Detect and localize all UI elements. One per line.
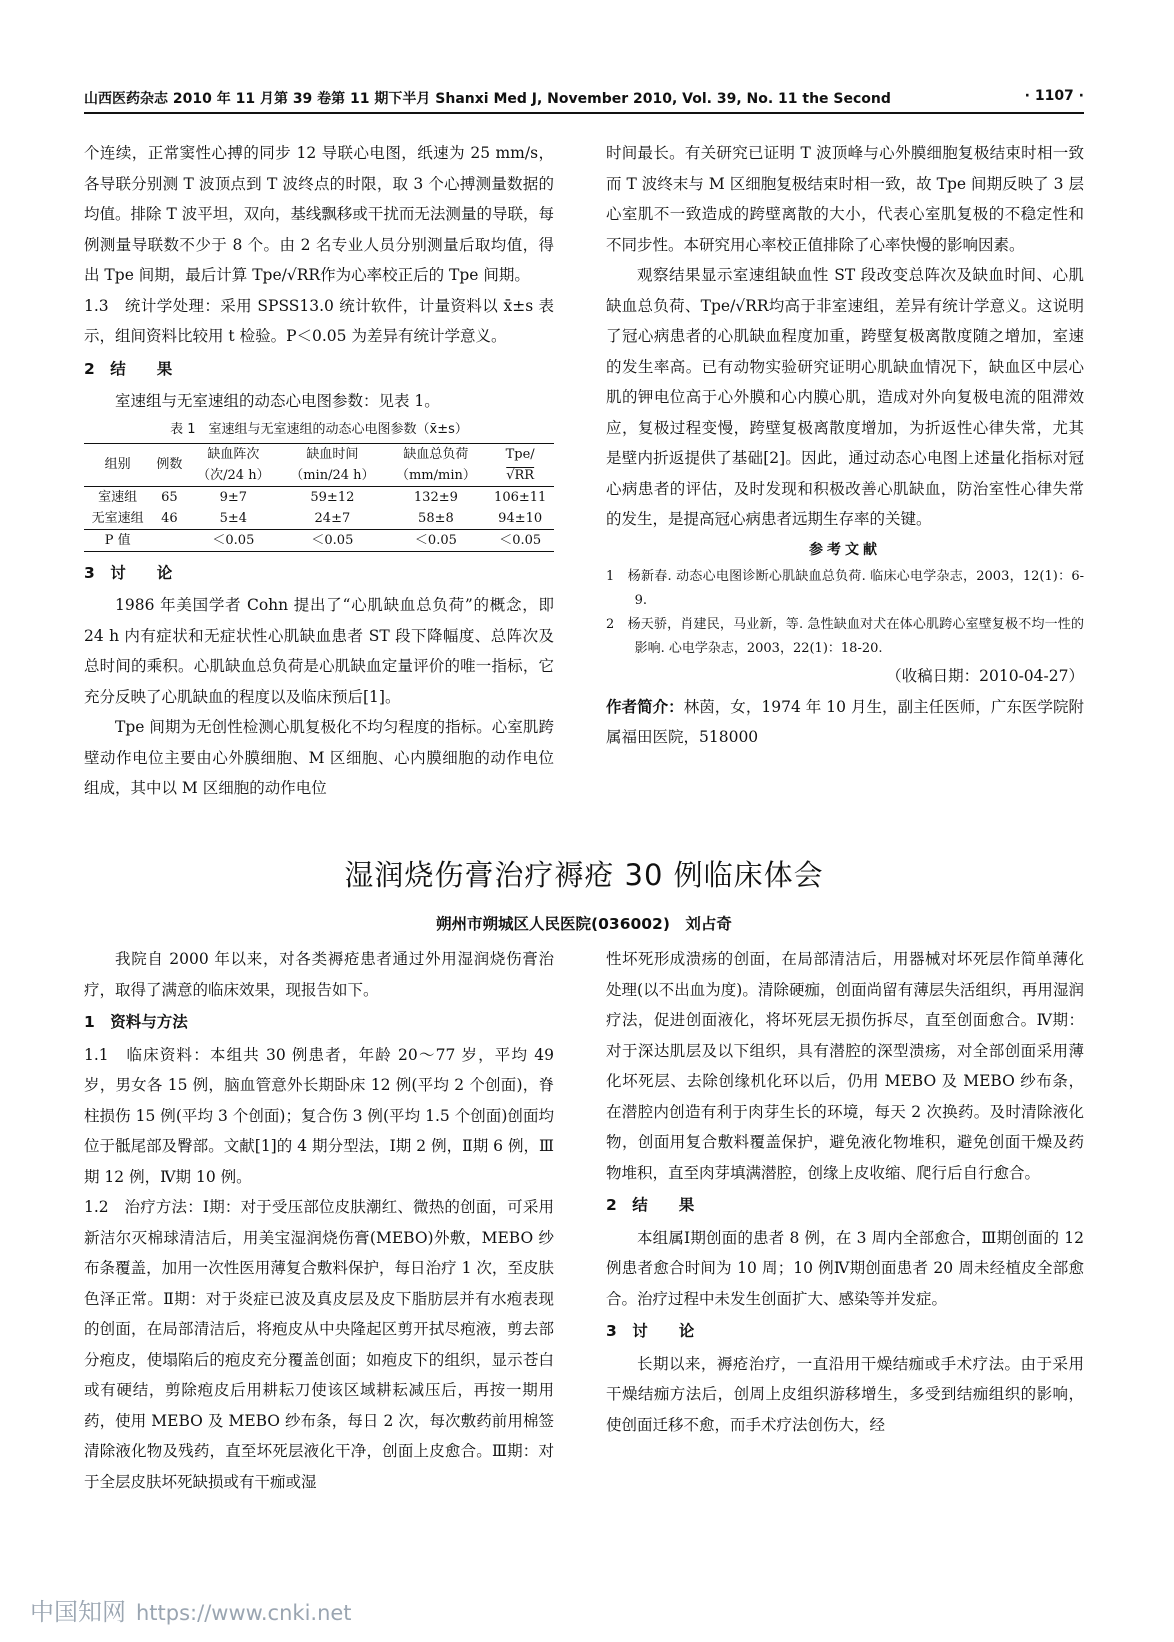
table-header-unit: √RR <box>486 465 554 487</box>
table-cell: 65 <box>161 489 178 505</box>
header-rule <box>84 112 1084 114</box>
author-bio <box>606 692 1084 753</box>
table-cell: 9±7 <box>219 489 248 505</box>
table-cell: 58±8 <box>418 510 454 526</box>
running-header <box>84 88 1084 108</box>
table-header-unit: （min/24 h） <box>279 465 385 487</box>
table-cell: 106±11 <box>494 489 547 505</box>
table-header-unit: （次/24 h） <box>187 465 279 487</box>
table-header: 缺血总负荷 <box>385 443 486 465</box>
section-heading-methods: 1 资料与方法 <box>84 1013 188 1031</box>
table-row <box>84 508 554 530</box>
cnki-watermark <box>30 1592 352 1627</box>
page-number: · 1107 · <box>1024 88 1084 104</box>
table-cell: 5±4 <box>219 510 248 526</box>
table-header-unit: （mm/min） <box>385 465 486 487</box>
table-row <box>84 486 554 508</box>
article-affiliation: 朔州市朔城区人民医院(036002) 刘占奇 <box>436 915 732 933</box>
table-header: Tpe/ <box>486 443 554 465</box>
author-label: 作者简介： <box>606 697 684 716</box>
table-cell: 94±10 <box>498 510 543 526</box>
section-heading-results: 2 结 果 <box>84 359 173 378</box>
table-cell: ＜0.05 <box>385 529 486 551</box>
header-journal: 山西医药杂志 2010 年 11 月第 39 卷第 11 期下半月 Shanxi Med J, November 2010, Vol. 39, No. 11 the Second <box>84 91 891 107</box>
paragraph: Tpe 间期为无创性检测心肌复极化不均匀程度的指标。心室肌跨壁动作电位主要由心外膜细胞、M 区细胞、心内膜细胞的动作电位组成，其中以 M 区细胞的动作电位 <box>84 718 554 797</box>
table-cell: 59±12 <box>310 489 355 505</box>
table-cell: 无室速组 <box>91 510 144 526</box>
received-date: （收稿日期：2010-04-27） <box>886 667 1084 685</box>
table-cell: ＜0.05 <box>486 529 554 551</box>
table-cell: 132±9 <box>413 489 458 505</box>
table-cell: ＜0.05 <box>187 529 279 551</box>
table-cell: P 值 <box>84 529 151 551</box>
article2-right-column <box>606 944 1084 1440</box>
author-text: 林茵，女，1974 年 10 月生，副主任医师，广东医学院附属福田医院，518000 <box>606 697 1084 746</box>
watermark-url: https://www.cnki.net <box>136 1601 352 1625</box>
reference-item: 1 杨新春. 动态心电图诊断心肌缺血总负荷. 临床心电学杂志，2003，12(1)：6-9. <box>606 569 1084 608</box>
paragraph: 长期以来，褥疮治疗，一直沿用干燥结痂或手术疗法。由于采用干燥结痂方法后，创周上皮组织游移增生，多受到结痂组织的影响，使创面迁移不愈，而手术疗法创伤大，经 <box>606 1354 1084 1434</box>
paragraph: 本组属Ⅰ期创面的患者 8 例，在 3 周内全部愈合，Ⅲ期创面的 12 例患者愈合时间为 10 周；10 例Ⅳ期创面患者 20 周未经植皮全部愈合。治疗过程中未发生创面扩大、感染等并发症。 <box>606 1228 1084 1308</box>
section-heading-results: 2 结 果 <box>606 1196 695 1214</box>
article-title: 湿润烧伤膏治疗褥疮 30 例临床体会 <box>344 858 824 892</box>
table-cell: 室速组 <box>98 489 138 505</box>
table-header-group: 组别 <box>84 443 151 486</box>
paragraph: 我院自 2000 年以来，对各类褥疮患者通过外用湿润烧伤膏治疗，取得了满意的临床效果，现报告如下。 <box>84 950 554 999</box>
references-heading: 参考文献 <box>809 541 881 558</box>
right-column <box>606 138 1084 753</box>
data-table <box>84 443 554 552</box>
watermark-logo-text: 中国知网 <box>30 1598 126 1626</box>
paragraph: 1986 年美国学者 Cohn 提出了“心肌缺血总负荷”的概念，即 24 h 内有症状和无症状性心肌缺血患者 ST 段下降幅度、总阵次及总时间的乘积。心肌缺血总负荷是心肌缺血定量评价的唯一指标，它充分反映了心肌缺血的程度以及临床预后[1]。 <box>84 596 554 706</box>
table-cell <box>151 529 187 551</box>
paragraph: 个连续，正常窦性心搏的同步 12 导联心电图，纸速为 25 mm/s，各导联分别测 T 波顶点到 T 波终点的时限，取 3 个心搏测量数据的均值。排除 T 波平坦，双向，基线飘移或干扰而无法测量的导联，每例测量导联数不少于 8 个。由 2 名专业人员分别测量后取均值，得出 Tpe 间期，最后计算 Tpe/√RR作为心率校正后的 Tpe 间期。 <box>84 144 554 284</box>
paragraph: 性坏死形成溃疡的创面，在局部清洁后，用器械对坏死层作简单薄化处理(以不出血为度)。清除硬痂，创面尚留有薄层失活组织，再用湿润疗法，促进创面液化，将坏死层无损伤拆尽，直至创面愈合。Ⅳ期：对于深达肌层及以下组织，具有潜腔的深型溃疡，对全部创面采用薄化坏死层、去除创缘机化环以后，仍用 MEBO 及 MEBO 纱布条，在潜腔内创造有利于肉芽生长的环境，每天 2 次换药。及时清除液化物，创面用复合敷料覆盖保护，避免液化物堆积，避免创面干燥及药物堆积，直至肉芽填满潜腔，创缘上皮收缩、爬行后自行愈合。 <box>606 950 1084 1182</box>
paragraph: 室速组与无室速组的动态心电图参数：见表 1。 <box>115 392 440 410</box>
paragraph: 时间最长。有关研究已证明 T 波顶峰与心外膜细胞复极结束时相一致而 T 波终末与 M 区细胞复极结束时相一致，故 Tpe 间期反映了 3 层心室肌不一致造成的跨壁离散的大小，代表心室肌复极的不稳定性和不同步性。本研究用心率校正值排除了心率快慢的影响因素。 <box>606 144 1084 254</box>
section-heading-discussion: 3 讨 论 <box>606 1322 695 1340</box>
paragraph: 1.1 临床资料：本组共 30 例患者，年龄 20～77 岁，平均 49 岁，男女各 15 例，脑血管意外长期卧床 12 例(平均 2 个创面)，脊柱损伤 15 例(平均 3 个创面)；复合伤 3 例(平均 1.5 个创面)创面均位于骶尾部及臀部。文献[1]的 4 期分型法，Ⅰ期 2 例，Ⅱ期 6 例，Ⅲ期 12 例，Ⅳ期 10 例。 <box>84 1045 554 1186</box>
table-header: 缺血阵次 <box>187 443 279 465</box>
reference-item: 2 杨天骄，肖建民，马业新，等. 急性缺血对犬在体心肌跨心室壁复极不均一性的影响. 心电学杂志，2003，22(1)：18-20. <box>606 617 1084 656</box>
table-caption: 表 1 室速组与无室速组的动态心电图参数（x̄±s） <box>170 421 468 437</box>
paragraph: 1.2 治疗方法：Ⅰ期：对于受压部位皮肤潮红、微热的创面，可采用新洁尔灭棉球清洁后，用美宝湿润烧伤膏(MEBO)外敷，MEBO 纱布条覆盖，加用一次性医用薄复合敷料保护，每日治疗 1 次，至皮肤色泽正常。Ⅱ期：对于炎症已波及真皮层及皮下脂肪层并有水疱表现的创面，在局部清洁后，将疱皮从中央隆起区剪开拭尽疱液，剪去部分疱皮，使塌陷后的疱皮充分覆盖创面；如疱皮下的组织，显示苍白或有硬结，剪除疱皮后用耕耘刀使该区域耕耘减压后，再按一期用药，使用 MEBO 及 MEBO 纱布条，每日 2 次，每次敷药前用棉签清除液化物及残药，直至坏死层液化干净，创面上皮愈合。Ⅲ期：对于全层皮肤坏死缺损或有干痂或湿 <box>84 1198 554 1491</box>
article2-left-column <box>84 944 554 1497</box>
paragraph-stats: 1.3 统计学处理：采用 SPSS13.0 统计软件，计量资料以 x̄±s 表示，组间资料比较用 t 检验。P＜0.05 为差异有统计学意义。 <box>84 296 554 345</box>
table-header-n: 例数 <box>151 443 187 486</box>
table-cell: 46 <box>161 510 178 526</box>
paragraph: 观察结果显示室速组缺血性 ST 段改变总阵次及缺血时间、心肌缺血总负荷、Tpe/√RR均高于非室速组，差异有统计学意义。这说明了冠心病患者的心肌缺血程度加重，跨壁复极离散度随之增加，室速的发生率高。已有动物实验研究证明心肌缺血情况下，缺血区中层心肌的钾电位高于心外膜和心内膜心肌，造成对外向复极电流的阻滞效应，复极过程变慢，跨壁复极离散度增加，为折返性心律失常，尤其是壁内折返提供了基础[2]。因此，通过动态心电图上述量化指标对冠心病患者的评估，及时发现和积极改善心肌缺血，防治室性心律失常的发生，是提高冠心病患者远期生存率的关键。 <box>606 266 1084 528</box>
table-cell: ＜0.05 <box>279 529 385 551</box>
section-heading-discussion: 3 讨 论 <box>84 563 173 582</box>
table-cell: 24±7 <box>314 510 351 526</box>
left-column <box>84 138 554 804</box>
table-row-p-value <box>84 529 554 551</box>
table-header: 缺血时间 <box>279 443 385 465</box>
